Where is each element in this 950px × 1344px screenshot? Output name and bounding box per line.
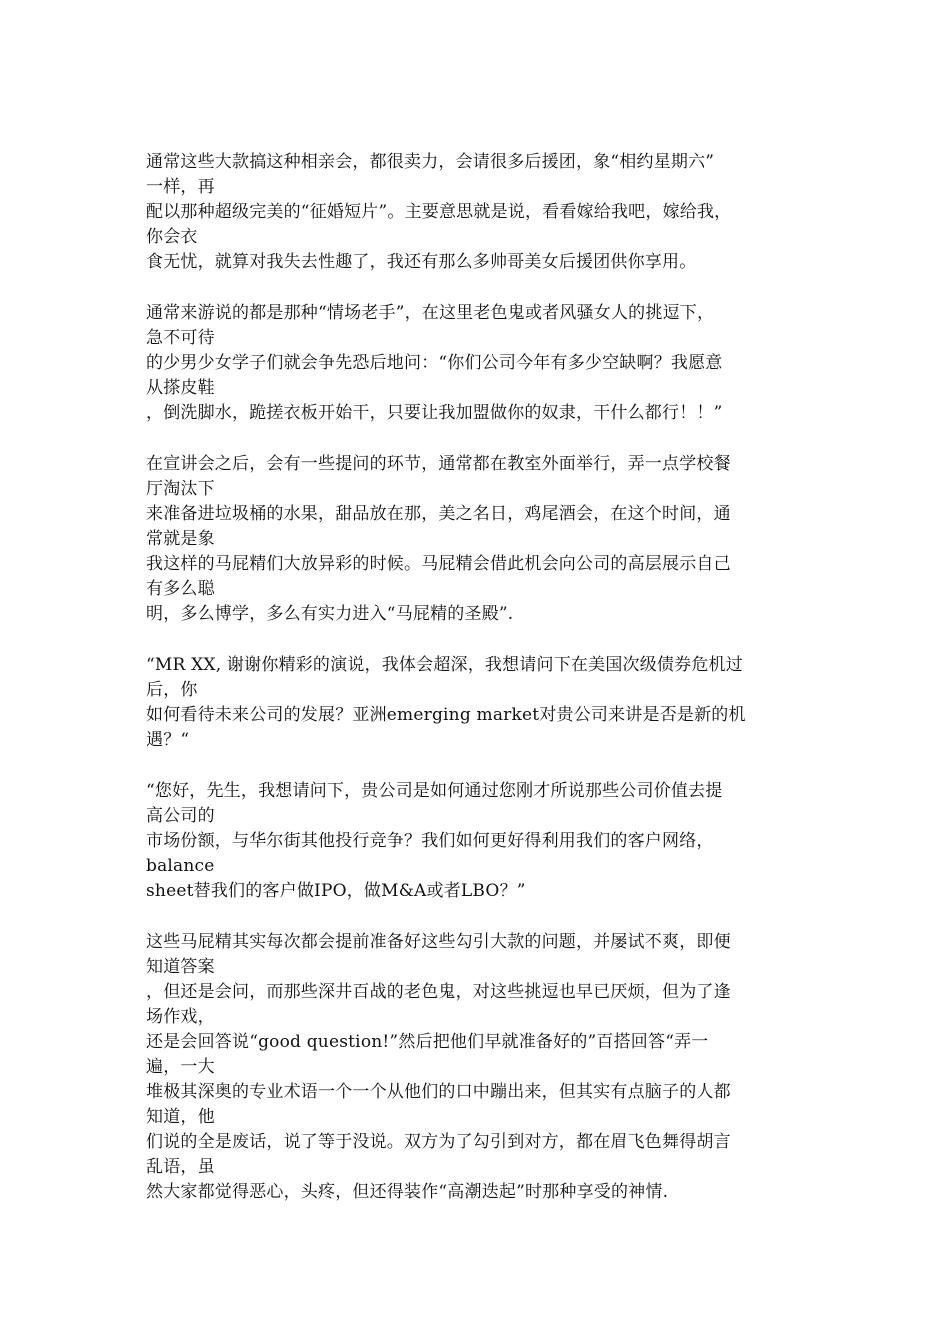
text-line: 我这样的马屁精们大放异彩的时候。马屁精会借此机会向公司的高层展示自己 (146, 554, 731, 574)
text-line: 厅淘汰下 (146, 479, 215, 499)
text-line: 在宣讲会之后，会有一些提问的环节，通常都在教室外面举行，弄一点学校餐 (146, 454, 731, 474)
text-line: ，但还是会问，而那些深井百战的老色鬼，对这些挑逗也早已厌烦，但为了逢 (146, 982, 731, 1002)
text-line: “MR XX, 谢谢你精彩的演说，我体会超深，我想请问下在美国次级债券危机过 (146, 655, 743, 675)
text-line: 配以那种超级完美的“征婚短片”。主要意思就是说，看看嫁给我吧，嫁给我， (146, 202, 732, 222)
text-line: 场作戏， (146, 1007, 215, 1027)
text-line: 高公司的 (146, 806, 215, 826)
text-line: 这些马屁精其实每次都会提前准备好这些勾引大款的问题，并屡试不爽，即便 (146, 932, 731, 952)
text-line: 乱语，虽 (146, 1157, 215, 1177)
text-line: ，倒洗脚水，跪搓衣板开始干，只要让我加盟做你的奴隶，干什么都行！！” (146, 403, 723, 423)
paragraph-3 (146, 452, 826, 627)
paragraph-4 (146, 653, 826, 753)
paragraph-6 (146, 930, 826, 1205)
text-line: 知道答案 (146, 957, 215, 977)
text-line: 如何看待未来公司的发展？亚洲emerging market对贵公司来讲是否是新的机 (146, 705, 746, 725)
text-line: balance (146, 856, 215, 876)
text-line: 们说的全是废话，说了等于没说。双方为了勾引到对方，都在眉飞色舞得胡言 (146, 1132, 731, 1152)
text-line: 一样，再 (146, 177, 215, 197)
text-line: 遍，一大 (146, 1057, 215, 1077)
text-line: 从搽皮鞋 (146, 378, 215, 398)
text-line: 后，你 (146, 680, 198, 700)
text-line: 来准备进垃圾桶的水果，甜品放在那，美之名日，鸡尾酒会，在这个时间，通 (146, 504, 731, 524)
text-line: 有多么聪 (146, 579, 215, 599)
text-line: sheet替我们的客户做IPO，做M&A或者LBO？” (146, 881, 526, 901)
text-line: “您好，先生，我想请问下，贵公司是如何通过您刚才所说那些公司价值去提 (146, 781, 723, 801)
document-body (146, 150, 826, 1231)
text-line: 你会衣 (146, 227, 198, 247)
text-line: 明，多么博学，多么有实力进入“马屁精的圣殿”. (146, 604, 514, 624)
text-line: 遇？“ (146, 730, 190, 750)
text-line: 常就是象 (146, 529, 215, 549)
text-line: 通常这些大款搞这种相亲会，都很卖力，会请很多后援团，象“相约星期六” (146, 152, 715, 172)
text-line: 市场份额，与华尔街其他投行竞争？我们如何更好得利用我们的客户网络， (146, 831, 714, 851)
text-line: 还是会回答说“good question!”然后把他们早就准备好的”百搭回答“弄一 (146, 1032, 709, 1052)
text-line: 通常来游说的都是那种“情场老手”，在这里老色鬼或者风骚女人的挑逗下， (146, 303, 715, 323)
text-line: 急不可待 (146, 328, 215, 348)
text-line: 知道，他 (146, 1107, 215, 1127)
text-line: 堆极其深奥的专业术语一个一个从他们的口中蹦出来，但其实有点脑子的人都 (146, 1082, 731, 1102)
paragraph-2 (146, 301, 826, 426)
paragraph-5 (146, 779, 826, 904)
paragraph-1 (146, 150, 826, 275)
text-line: 食无忧，就算对我失去性趣了，我还有那么多帅哥美女后援团供你享用。 (146, 252, 697, 272)
text-line: 的少男少女学子们就会争先恐后地问：“你们公司今年有多少空缺啊？我愿意 (146, 353, 723, 373)
text-line: 然大家都觉得恶心，头疼，但还得装作“高潮迭起”时那种享受的神情. (146, 1182, 669, 1202)
